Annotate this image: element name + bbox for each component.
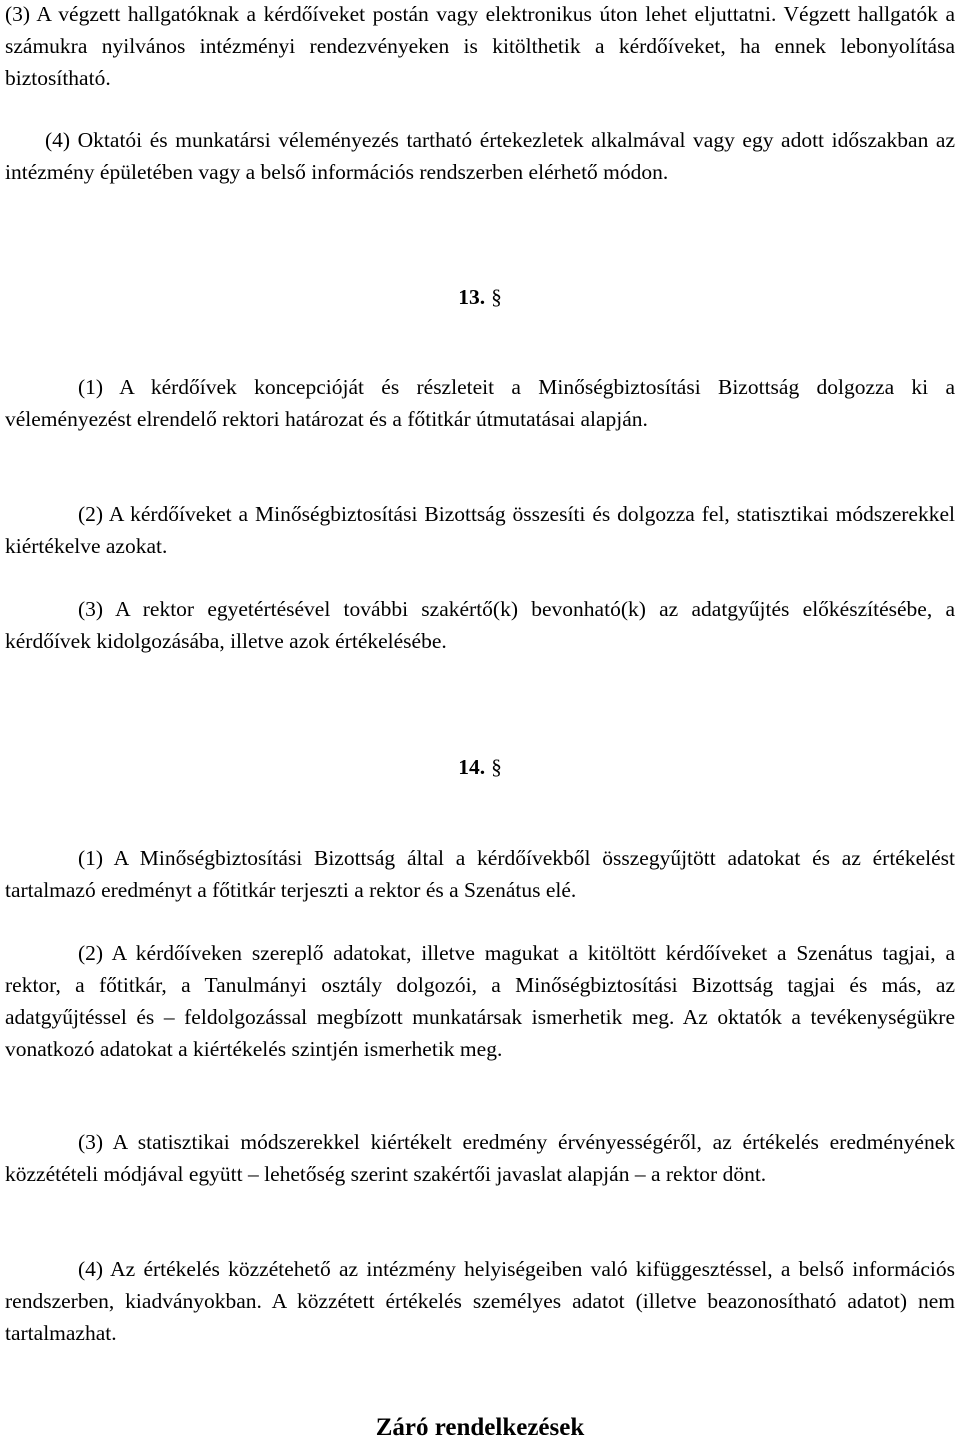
section-sign-icon: § bbox=[491, 755, 502, 779]
paragraph-text: (4) Oktatói és munkatársi véleményezés tartható értekezletek alkalmával vagy egy adott időszakban az intézmény épületében vagy a belső információs rendszerben elérhető módon. bbox=[5, 128, 955, 184]
paragraph-text: (2) A kérdőíveket a Minőségbiztosítási Bizottság összesíti és dolgozza fel, statisztikai módszerekkel kiértékelve azokat. bbox=[5, 502, 955, 558]
paragraph-text: (1) A kérdőívek koncepcióját és részleteit a Minőségbiztosítási Bizottság dolgozza ki a véleményezést elrendelő rektori határozat és a főtitkár útmutatásai alapján. bbox=[5, 375, 955, 431]
paragraph-text: (3) A rektor egyetértésével további szakértő(k) bevonható(k) az adatgyűjtés előkészítésébe, a kérdőívek kidolgozásába, illetve azok értékelésébe. bbox=[5, 597, 955, 653]
paragraph-text: (1) A Minőségbiztosítási Bizottság által a kérdőívekből összegyűjtött adatokat és az értékelést tartalmazó eredményt a főtitkár terjeszti a rektor és a Szenátus elé. bbox=[5, 846, 955, 902]
paragraph-text: (2) A kérdőíveken szereplő adatokat, illetve magukat a kitöltött kérdőíveket a Szenátus tagjai, a rektor, a főtitkár, a Tanulmányi osztály dolgozói, a Minőségbiztosítási Bizottság tagjai és más, az adatgyűjtéssel és – feldolgozással megbízott munkatársak ismerhetik meg. Az oktatók a tevékenységükre vonatkozó adatokat a kiértékelés szintjén ismerhetik meg. bbox=[5, 941, 955, 1061]
section-13-paragraph-3 bbox=[5, 593, 955, 657]
closing-provisions-heading bbox=[5, 1412, 955, 1444]
paragraph-text: (4) Az értékelés közzétehető az intézmény helyiségeiben való kifüggesztéssel, a belső információs rendszerben, kiadványokban. A közzétett értékelés személyes adatot (illetve beazonosítható adatot) nem tartalmazhat. bbox=[5, 1257, 955, 1345]
section-sign-icon: § bbox=[491, 285, 502, 309]
closing-title: Záró rendelkezések bbox=[375, 1414, 585, 1441]
section-14-paragraph-3 bbox=[5, 1126, 955, 1190]
section-number: 13. bbox=[458, 285, 486, 309]
section-14-heading bbox=[5, 751, 955, 783]
paragraph-text: (3) A statisztikai módszerekkel kiértékelt eredmény érvényességéről, az értékelés eredményének közzétételi módjával együtt – lehetőség szerint szakértői javaslat alapján – a rektor dönt. bbox=[5, 1130, 955, 1186]
section-14-paragraph-4 bbox=[5, 1253, 955, 1349]
section-13-paragraph-2 bbox=[5, 498, 955, 562]
section-13-paragraph-1 bbox=[5, 371, 955, 435]
section-14-paragraph-1 bbox=[5, 842, 955, 906]
paragraph-top-4 bbox=[5, 124, 955, 188]
section-14-paragraph-2 bbox=[5, 937, 955, 1065]
paragraph-top-3 bbox=[5, 0, 955, 94]
section-number: 14. bbox=[458, 755, 486, 779]
section-13-heading bbox=[5, 281, 955, 313]
paragraph-text: (3) A végzett hallgatóknak a kérdőíveket postán vagy elektronikus úton lehet eljuttatni. Végzett hallgatók a számukra nyilvános intézményi rendezvényeken is kitölthetik a kérdőíveket, ha ennek lebonyolítása biztosítható. bbox=[5, 2, 955, 90]
